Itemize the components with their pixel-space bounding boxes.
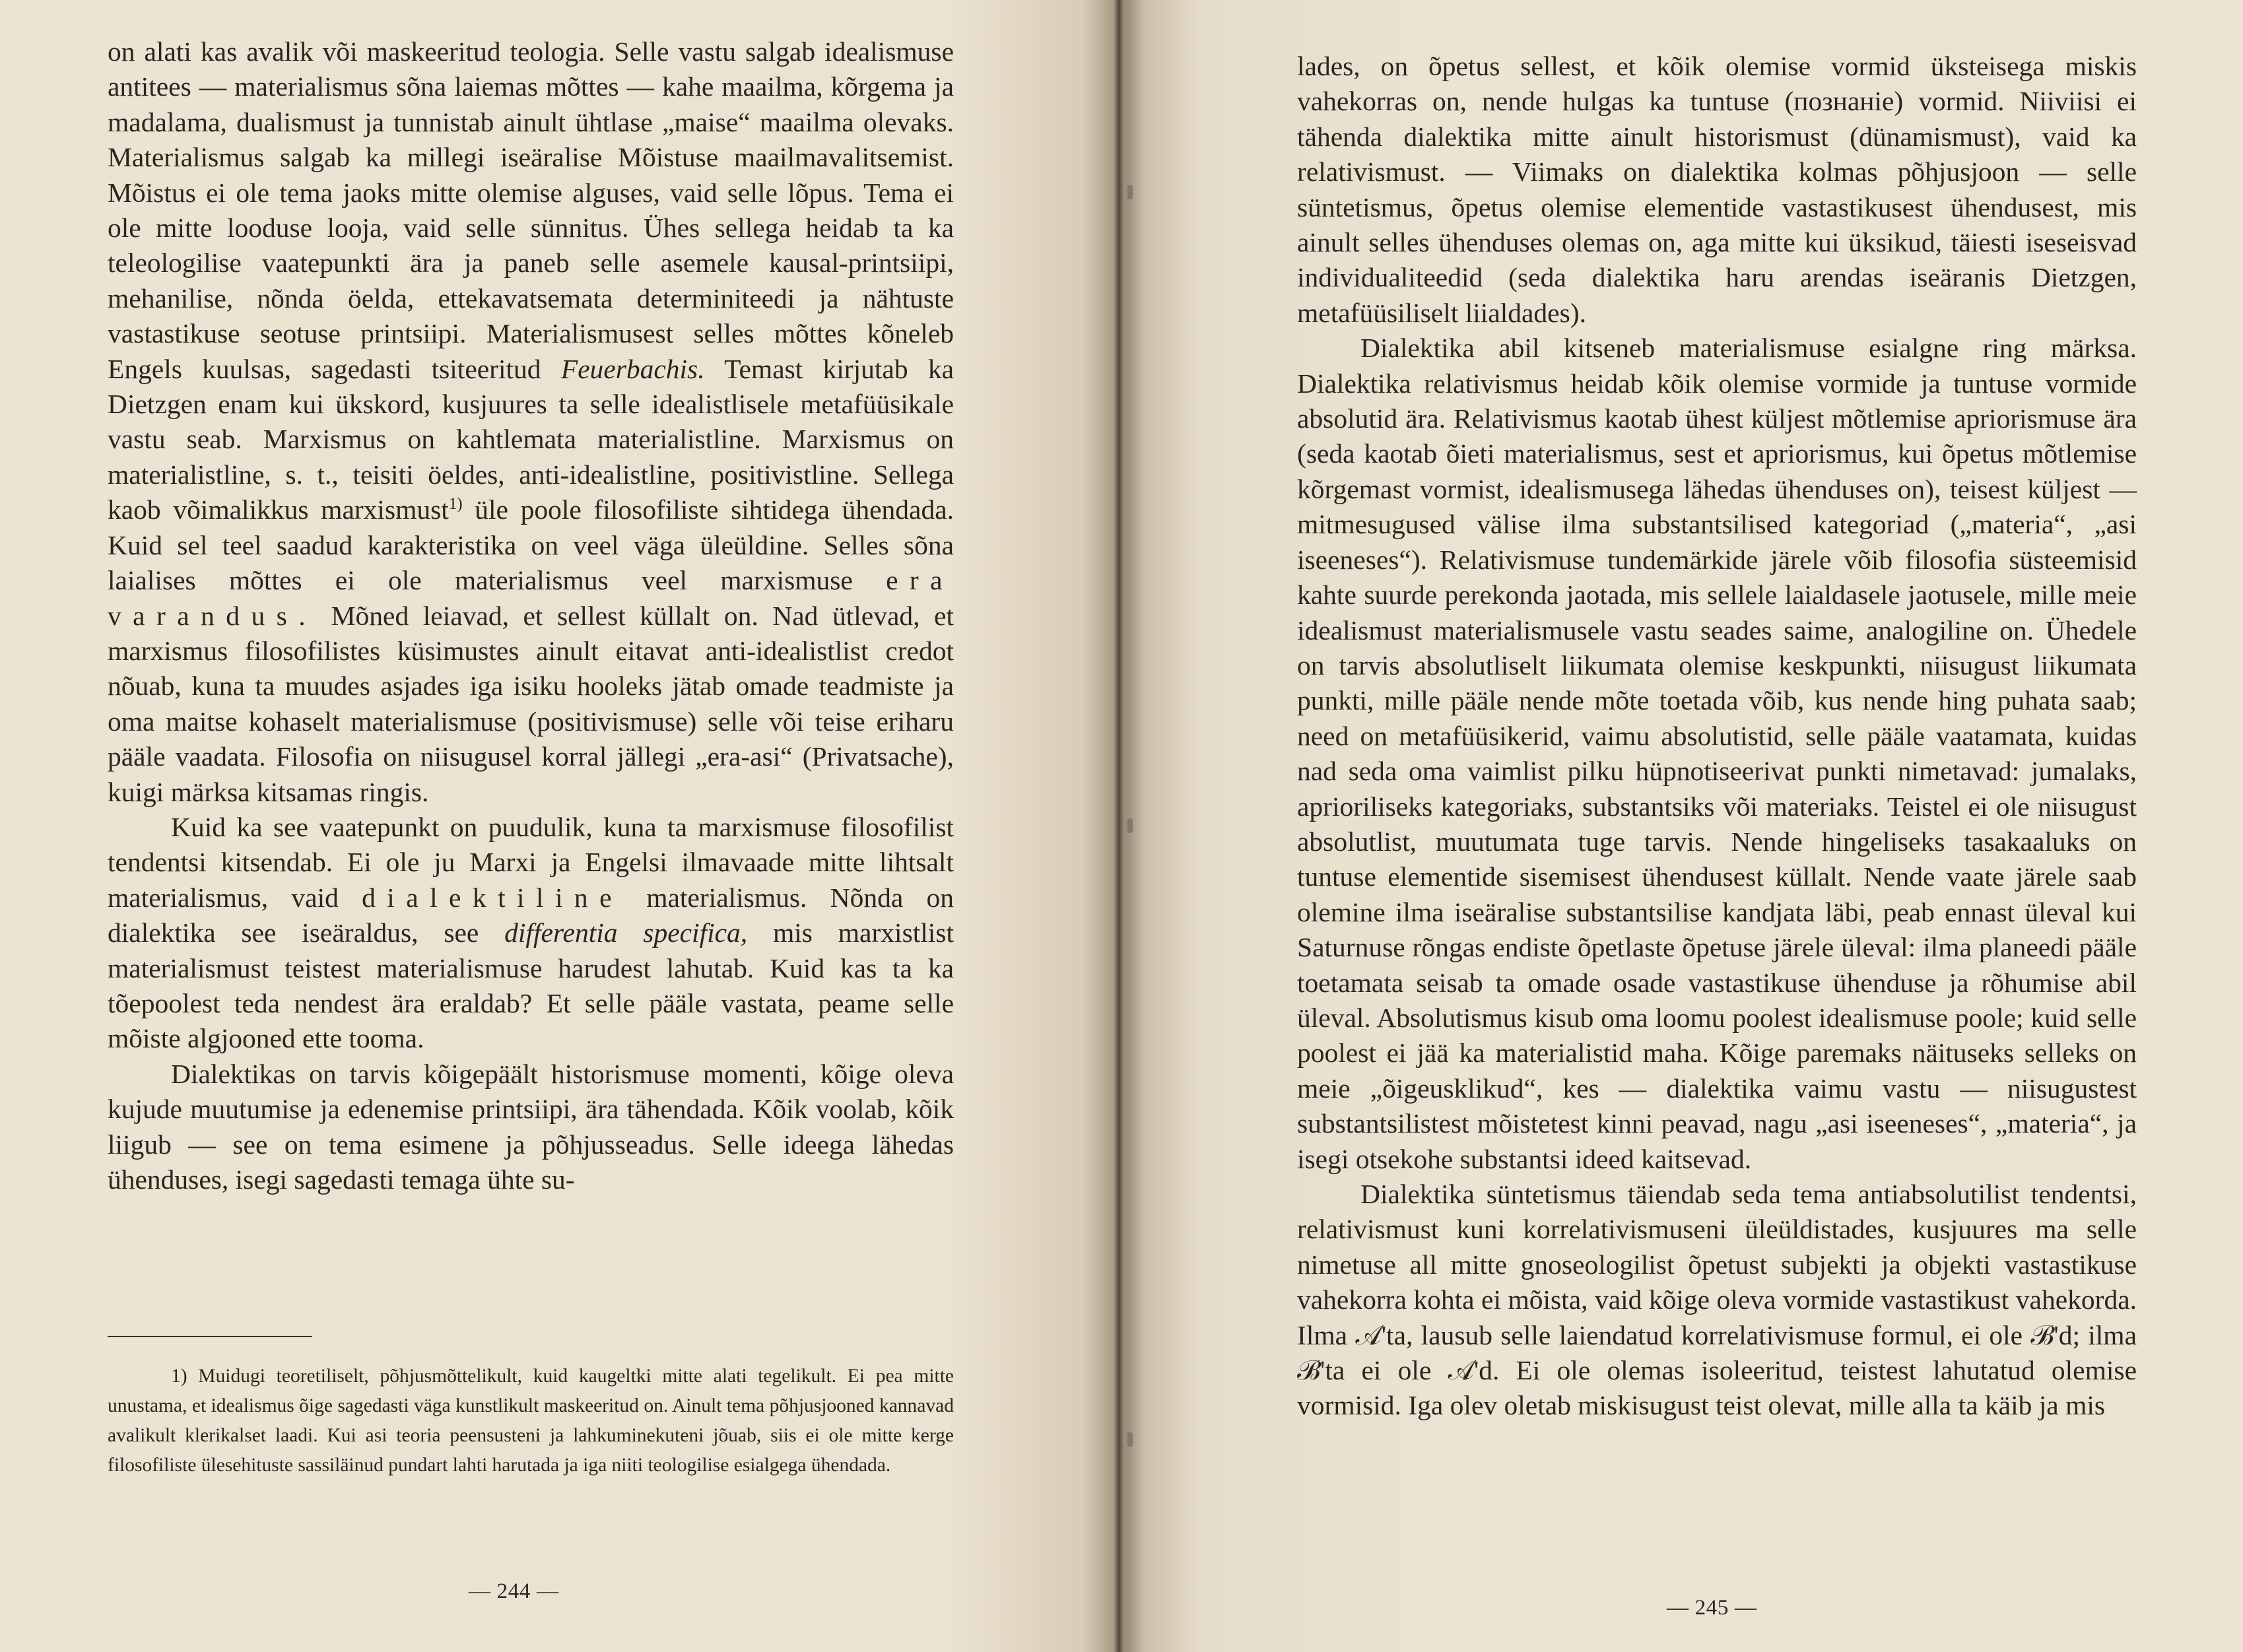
right-page — [1122, 0, 2243, 1652]
spaced-emphasis: era varandus. — [108, 565, 954, 631]
spaced-emphasis: dialektiline — [362, 882, 623, 913]
binding-mark — [1127, 185, 1133, 199]
book-gutter — [1113, 0, 1125, 1652]
paragraph-text: materialismus. Nõnda on dialektika see iseäraldus, see — [108, 882, 954, 948]
paragraph-text: üle poole filosofiliste sihtidega ühendada. Kuid sel teel saadud karakteristika on veel väga üleüldine. Selles sõna laialises mõttes ei ole materialismus veel marxismuse — [108, 494, 954, 596]
page-number: — 245 — — [1667, 1596, 1757, 1620]
left-page — [0, 0, 1116, 1652]
paragraph — [108, 34, 954, 810]
binding-mark — [1127, 818, 1133, 833]
paragraph — [108, 1057, 954, 1198]
paragraph — [108, 810, 954, 1057]
paragraph-text: Temast kirjutab ka Dietzgen enam kui ükskord, kusjuures ta selle idealistlisele metafüüsikale vastu seab. Marxismus on kahtlemata materialistline. Marxismus on materialistline, s. t., teisiti öeldes, anti-idealistline, positivistline. Sellega kaob võimalikkus marxismust — [108, 353, 954, 525]
italic-term: differentia specifica, — [504, 917, 748, 948]
paragraph-text: mis marxistlist materialismust teistest materialismuse harudest lahutab. Kuid kas ta ka tõepoolest teda nendest ära eraldab? Et selle pääle vastata, peame selle mõiste algjooned ette tooma. — [108, 917, 954, 1054]
italic-title: Feuerbachis. — [560, 353, 705, 384]
paragraph: Dialektika abil kitseneb materialismuse esialgne ring märksa. Dialektika relativismus heidab kõik olemise vormide ja tuntuse vormide absolutid ära. Relativismus kaotab ühest küljest mõtlemise apriorismuse ära (seda kaotab õieti materialismus, sest et apriorismus, kui õpetus mõtlemise kõrgemast vormist, idealismusega lähedas ühenduses on), teisest küljest — mitmesugused välise ilma substantsilised kategoriad („materia“, „asi iseeneses“). Relativismuse tundemärkide järele võib filosofia süsteemisid kahte suurde perekonda jaotada, mis sellele laialdasele jaotusele, mille meie idealismust materialismusele vastu seades saime, analogiline on. Ühedele on tarvis absolutliselt liikumata olemise keskpunkti, niisugust liikumata punkti, mille pääle nende mõte toetada võib, kus nende hing puhata saab; need on metafüüsikerid, vaimu absolutistid, selle pääle vaatamata, kuidas nad seda oma vaimlist pilku hüpnotiseerivat punkti nimetavad: jumalaks, aprioriliseks kategoriaks, substantsiks või materiaks. Teistel ei ole niisugust absolutlist, muutumata tuge tarvis. Nende hingeliseks tasakaaluks on tuntuse elementide sisemisest ühendusest küllalt. Nende vaate järele saab olemine ilma iseäralise substantsilise kandjata läbi, peab ennast üleval kui Saturnuse rõngas endiste õpetlaste õpetuse järele üleval: ilma planeedi pääle toetamata seisab ta omade osade vastastikuse ühenduse ja rõhumise abil üleval. Absolutismus kisub oma loomu poolest idealismuse poole; kuid selle poolest ei jää ka materialistid maha. Kõige paremaks näituseks selleks on meie „õigeusklikud“, kes — dialektika vaimu vastu — niisugustest substantsilistest mõistetest kinni peavad, nagu „asi iseeneses“, „materia“, ja isegi otsekohe substantsi ideed kaitsevad. — [1297, 333, 2137, 1174]
paragraph-text: Mõned leiavad, et sellest küllalt on. Nad ütlevad, et marxismus filosofilistes küsimustes ainult eitavat anti-idealistlist credot nõuab, kuna ta muudes asjades iga isiku hooleks jätab omade teadmiste ja oma maitse kohaselt materialismuse (positivismuse) selle või teise eriharu pääle vaadata. Filosofia on niisugusel korral jällegi „era-asi“ (Privatsache), kuigi märksa kitsamas ringis. — [108, 600, 954, 807]
paragraph-text: Dialektikas on tarvis kõigepäält historismuse momenti, kõige oleva kujude muutumise ja edenemise printsiipi, ära tähendada. Kõik voolab, kõik liigub — see on tema esimene ja põhjusseadus. Selle ideega lähedas ühenduses, isegi sagedasti temaga ühte su- — [108, 1058, 954, 1195]
binding-mark — [1127, 1432, 1133, 1447]
paragraph: Dialektika süntetismus täiendab seda tema antiabsolutilist tendentsi, relativismust kuni korrelativismuseni üleüldistades, kusjuures ma selle nimetuse all mitte gnoseologilist õpetust subjekti ja objekti vastastikuse vahekorra kohta ei mõista, vaid kõige oleva vormide vastastikust vahekorda. Ilma 𝒜'ta, lausub selle laiendatud korrelativismuse formul, ei ole ℬ'd; ilma ℬ'ta ei ole 𝒜'd. Ei ole olemas isoleeritud, teistest lahutatud olemise vormisid. Iga olev oletab miskisugust teist olevat, mille alla ta käib ja mis — [1297, 1179, 2137, 1421]
paragraph-text: on alati kas avalik või maskeeritud teologia. Selle vastu salgab idealismuse antitees — materialismus sõna laiemas mõttes — kahe maailma, kõrgema ja madalama, dualismust ja tunnistab ainult ühtlase „maise“ maailma olevaks. Materialismus salgab ka millegi iseäralise Mõistuse maailmavalitsemist. Mõistus ei ole tema jaoks mitte olemise alguses, vaid selle lõpus. Tema ei ole mitte looduse looja, vaid selle sünnitus. Ühes sellega heidab ta ka teleologilise vaatepunkti ära ja paneb selle asemele kausal-printsiipi, mehanilise, nõnda öelda, ettekavatsemata determiniteedi ja nähtuste vastastikuse seotuse printsiipi. Materialismusest selles mõttes kõneleb Engels kuulsas, sagedasti tsiteeritud — [108, 36, 954, 384]
right-page-body — [1297, 49, 2137, 1424]
footnote — [108, 1362, 954, 1480]
footnote-text: 1) Muidugi teoretiliselt, põhjusmõttelikult, kuid kaugeltki mitte alati tegelikult. Ei pea mitte unustama, et idealismus õige sagedasti väga kunstlikult maskeeritud on. Ainult tema põhjusjooned kannavad avalikult klerikalset laadi. Kui asi teoria peensusteni ja lahkuminekuteni jõuab, siis ei ole mitte kerge filosofiliste ülesehituste sassiläinud pundart lahti harutada ja iga niiti teologilise esialgega ühendada. — [108, 1366, 954, 1476]
paragraph-text: Kuid ka see vaatepunkt on puudulik, kuna ta marxismuse filosofilist tendentsi kitsendab. Ei ole ju Marxi ja Engelsi ilmavaade mitte lihtsalt materialismus, vaid — [108, 811, 954, 913]
left-page-body — [108, 34, 954, 1197]
page-number: — 244 — — [469, 1579, 559, 1603]
paragraph: lades, on õpetus sellest, et kõik olemise vormid üksteisega miskis vahekorras on, nende hulgas ka tuntuse (познанiе) vormid. Niiviisi ei tähenda dialektika mitte ainult historismust (dünamismust), vaid ka relativismust. — Viimaks on dialektika kolmas põhjusjoon — selle süntetismus, õpetus olemise elementide vastastikusest ühendusest, mis ainult selles ühenduses olemas on, aga mitte kui üksikud, täiesti iseseisvad individualiteedid (seda dialektika haru arendas iseäranis Dietzgen, metafüüsiliselt liialdades). — [1297, 51, 2137, 328]
footnote-rule — [108, 1336, 312, 1337]
footnote-marker: 1) — [448, 495, 463, 513]
